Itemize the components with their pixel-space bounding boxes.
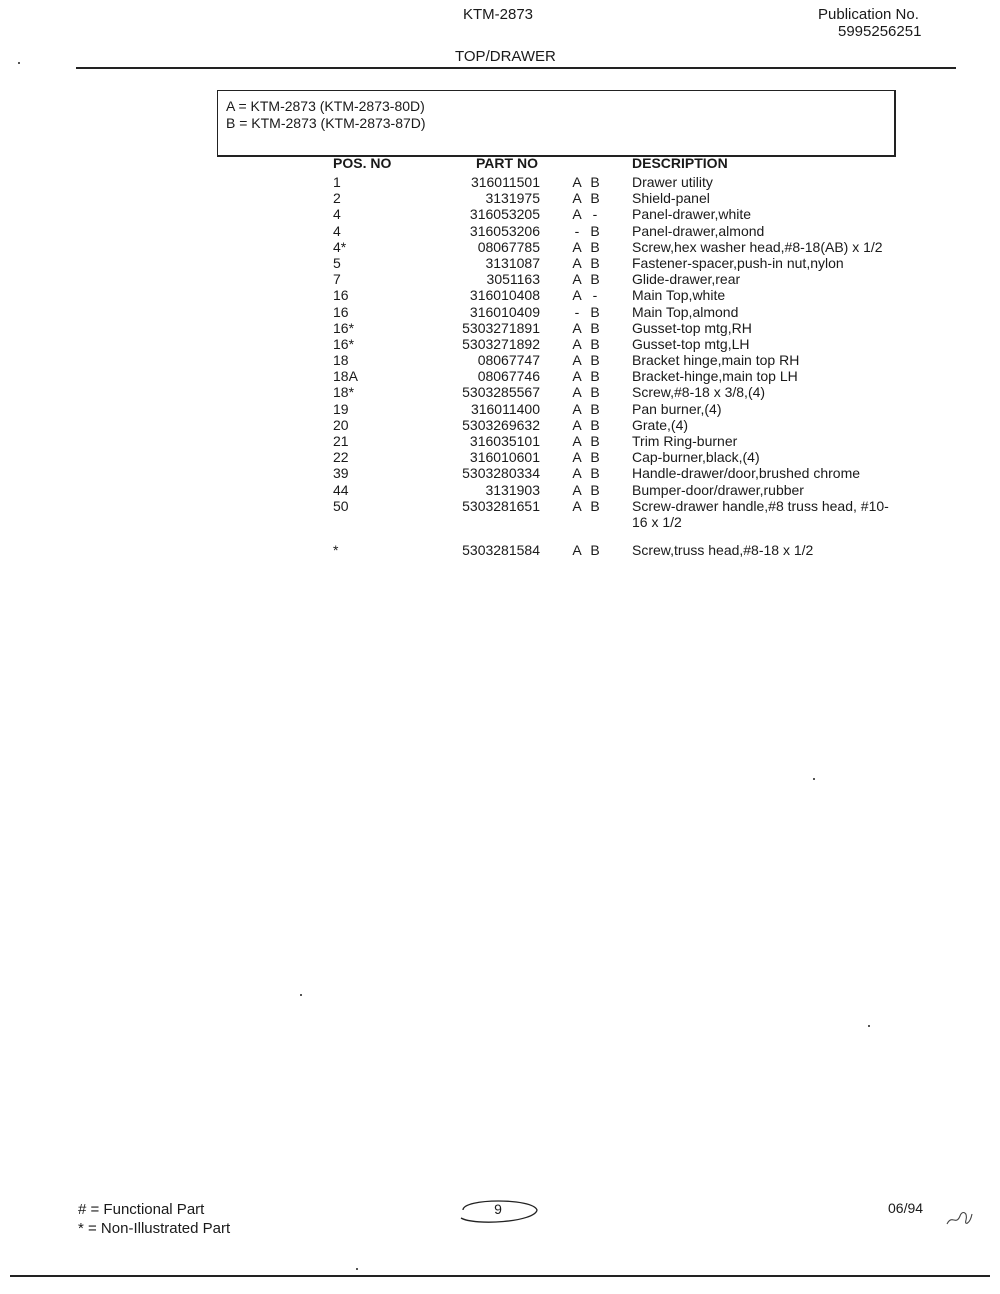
position-cell: 7 xyxy=(333,271,341,288)
model-b-cell: B xyxy=(590,174,600,190)
part-number-cell: 316010601 xyxy=(469,449,540,466)
position-cell: 5 xyxy=(333,254,341,271)
section-title: TOP/DRAWER xyxy=(455,48,556,65)
model-b-cell: B xyxy=(590,352,600,369)
position-cell: 4* xyxy=(333,238,347,255)
description-cell: Grate,(4) xyxy=(632,416,689,433)
model-a-cell: A xyxy=(572,287,582,304)
table-row xyxy=(0,239,1000,255)
model-a-cell: A xyxy=(572,384,582,401)
model-a-cell: A xyxy=(572,238,582,255)
description-cell: Gusset-top mtg,RH xyxy=(632,319,752,336)
part-number-cell: 08067785 xyxy=(477,238,540,255)
footer-rule xyxy=(10,1275,990,1277)
model-a-cell: A xyxy=(572,368,582,385)
model-a-cell: - xyxy=(574,303,580,320)
position-cell: 50 xyxy=(333,497,349,514)
legend-line-a: A = KTM-2873 (KTM-2873-80D) xyxy=(226,98,425,114)
model-b-cell: B xyxy=(590,190,600,207)
model-a-cell: A xyxy=(572,433,582,449)
model-b-cell: B xyxy=(590,271,600,288)
part-number-cell: 5303269632 xyxy=(462,416,540,433)
table-row xyxy=(0,287,1000,303)
model-a-cell: A xyxy=(572,190,582,207)
model-a-cell: A xyxy=(572,352,582,369)
model-b-cell: B xyxy=(590,481,600,498)
position-cell: 20 xyxy=(333,416,349,433)
table-row xyxy=(0,190,1000,206)
model-a-cell: A xyxy=(572,400,582,417)
scan-speck xyxy=(356,1268,358,1270)
position-cell: 18 xyxy=(333,352,349,369)
part-number-cell: 3131975 xyxy=(485,190,540,207)
column-header-description: DESCRIPTION xyxy=(632,155,728,171)
position-cell: 44 xyxy=(333,481,349,498)
table-row xyxy=(0,401,1000,417)
column-header-pos: POS. NO xyxy=(333,155,392,171)
position-cell: 16* xyxy=(333,319,355,336)
position-cell: 16* xyxy=(333,335,355,352)
position-cell: 16 xyxy=(333,303,349,320)
part-number-cell: 5303281651 xyxy=(462,497,540,514)
model-a-cell: A xyxy=(572,206,582,223)
page-number-oval xyxy=(455,1196,541,1226)
model-legend-box xyxy=(217,90,896,157)
scan-speck xyxy=(300,994,302,996)
description-cell: Shield-panel xyxy=(632,190,710,207)
model-b-cell: B xyxy=(590,319,600,336)
table-row xyxy=(0,304,1000,320)
part-number-cell: 3131087 xyxy=(485,254,540,271)
table-row xyxy=(0,384,1000,400)
position-cell: 39 xyxy=(333,465,349,482)
description-cell: Pan burner,(4) xyxy=(632,400,722,417)
handwritten-mark xyxy=(944,1204,974,1230)
description-cell: Screw-drawer handle,#8 truss head, #10-16 x 1/2 xyxy=(632,497,889,530)
part-number-cell: 316053206 xyxy=(469,222,540,239)
header-rule xyxy=(76,67,956,69)
model-a-cell: A xyxy=(572,449,582,466)
position-cell: 16 xyxy=(333,287,349,304)
description-cell: Bracket-hinge,main top LH xyxy=(632,368,798,385)
part-number-cell: 08067746 xyxy=(477,368,540,385)
functional-part-note: # = Functional Part xyxy=(78,1201,205,1218)
publication-number: 5995256251 xyxy=(838,23,922,40)
part-number-cell: 5303271891 xyxy=(462,319,540,336)
position-cell: 4 xyxy=(333,206,341,223)
table-row xyxy=(0,255,1000,271)
part-number-cell: 5303285567 xyxy=(462,384,540,401)
table-row xyxy=(0,320,1000,336)
position-cell: 22 xyxy=(333,449,349,466)
position-cell: 2 xyxy=(333,190,341,207)
model-b-cell: B xyxy=(590,222,600,239)
model-a-cell: A xyxy=(572,416,582,433)
table-row xyxy=(0,223,1000,239)
part-number-cell: 316011400 xyxy=(470,400,540,417)
model-a-cell: A xyxy=(572,497,582,514)
part-number-cell: 316010409 xyxy=(469,303,540,320)
table-row xyxy=(0,542,1000,558)
position-cell: * xyxy=(333,542,339,559)
position-cell: 18* xyxy=(333,384,355,401)
model-b-cell: - xyxy=(592,206,598,223)
description-cell: Main Top,white xyxy=(632,287,726,304)
model-b-cell: B xyxy=(590,542,600,559)
model-a-cell: - xyxy=(574,222,580,239)
part-number-cell: 5303280334 xyxy=(462,465,540,482)
page-number: 9 xyxy=(494,1201,502,1217)
description-cell: Trim Ring-burner xyxy=(632,433,738,449)
model-b-cell: - xyxy=(592,287,598,304)
part-number-cell: 5303281584 xyxy=(462,542,540,559)
non-illustrated-note: * = Non-Illustrated Part xyxy=(78,1220,231,1237)
position-cell: 4 xyxy=(333,222,341,239)
table-row xyxy=(0,417,1000,433)
model-a-cell: A xyxy=(572,319,582,336)
model-b-cell: B xyxy=(590,368,600,385)
scan-speck xyxy=(813,778,815,780)
description-cell: Drawer utility xyxy=(632,174,713,190)
description-cell: Screw,#8-18 x 3/8,(4) xyxy=(632,384,766,401)
model-a-cell: A xyxy=(572,174,582,190)
position-cell: 18A xyxy=(333,368,358,385)
model-a-cell: A xyxy=(572,542,582,559)
part-number-cell: 316010408 xyxy=(469,287,540,304)
model-a-cell: A xyxy=(572,335,582,352)
description-cell: Panel-drawer,almond xyxy=(632,222,765,239)
description-cell: Bumper-door/drawer,rubber xyxy=(632,481,804,498)
position-cell: 21 xyxy=(333,433,349,449)
description-cell: Screw,truss head,#8-18 x 1/2 xyxy=(632,542,814,559)
table-row xyxy=(0,174,1000,190)
model-a-cell: A xyxy=(572,254,582,271)
model-b-cell: B xyxy=(590,497,600,514)
model-b-cell: B xyxy=(590,433,600,449)
part-number-cell: 5303271892 xyxy=(462,335,540,352)
model-b-cell: B xyxy=(590,449,600,466)
table-row xyxy=(0,336,1000,352)
part-number-cell: 3051163 xyxy=(486,271,540,288)
table-row xyxy=(0,498,1000,530)
model-b-cell: B xyxy=(590,465,600,482)
model-a-cell: A xyxy=(572,465,582,482)
description-cell: Screw,hex washer head,#8-18(AB) x 1/2 xyxy=(632,238,883,255)
model-b-cell: B xyxy=(590,384,600,401)
table-row xyxy=(0,449,1000,465)
model-b-cell: B xyxy=(590,416,600,433)
description-cell: Glide-drawer,rear xyxy=(632,271,741,288)
scan-speck xyxy=(18,62,20,64)
parts-table xyxy=(0,174,1000,558)
table-row xyxy=(0,368,1000,384)
model-a-cell: A xyxy=(572,271,582,288)
model-b-cell: B xyxy=(590,335,600,352)
model-a-cell: A xyxy=(572,481,582,498)
description-cell: Cap-burner,black,(4) xyxy=(632,449,760,466)
description-cell: Handle-drawer/door,brushed chrome xyxy=(632,465,861,482)
scan-speck xyxy=(868,1025,870,1027)
table-row xyxy=(0,271,1000,287)
legend-line-b: B = KTM-2873 (KTM-2873-87D) xyxy=(226,115,426,131)
description-cell: Bracket hinge,main top RH xyxy=(632,352,800,369)
table-row xyxy=(0,206,1000,222)
table-row xyxy=(0,433,1000,449)
part-number-cell: 3131903 xyxy=(485,481,540,498)
model-b-cell: B xyxy=(590,400,600,417)
description-cell: Fastener-spacer,push-in nut,nylon xyxy=(632,254,844,271)
table-row xyxy=(0,352,1000,368)
model-b-cell: B xyxy=(590,238,600,255)
part-number-cell: 08067747 xyxy=(477,352,540,369)
model-number: KTM-2873 xyxy=(463,6,534,23)
description-cell: Gusset-top mtg,LH xyxy=(632,335,750,352)
table-row xyxy=(0,465,1000,481)
position-cell: 1 xyxy=(333,174,341,190)
table-row xyxy=(0,482,1000,498)
part-number-cell: 316011501 xyxy=(470,174,540,190)
column-header-part: PART NO xyxy=(476,155,538,171)
description-cell: Main Top,almond xyxy=(632,303,739,320)
model-b-cell: B xyxy=(590,254,600,271)
publication-date: 06/94 xyxy=(888,1200,924,1216)
part-number-cell: 316035101 xyxy=(469,433,540,449)
part-number-cell: 316053205 xyxy=(469,206,540,223)
model-b-cell: B xyxy=(590,303,600,320)
description-cell: Panel-drawer,white xyxy=(632,206,752,223)
publication-label: Publication No. xyxy=(818,6,919,23)
position-cell: 19 xyxy=(333,400,349,417)
